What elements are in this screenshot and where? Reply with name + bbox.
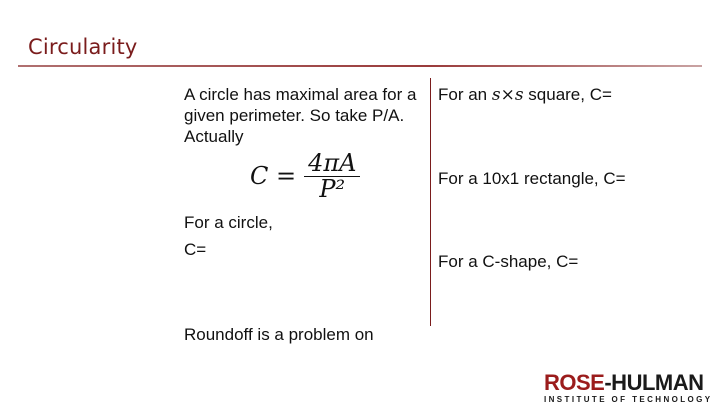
cshape-item: For a C-shape, C=	[438, 252, 579, 271]
formula-lhs: C =	[250, 162, 297, 190]
square-prefix: For an	[438, 85, 492, 104]
square-suffix: square, C=	[523, 85, 612, 104]
circle-line: For a circle,	[184, 213, 273, 232]
roundoff-text: Roundoff is a problem on	[184, 325, 374, 344]
square-item	[438, 84, 612, 106]
left-column	[184, 84, 424, 366]
square-math: s×s	[491, 85, 524, 105]
slide-title: Circularity	[28, 35, 138, 59]
logo-part1: ROSE	[544, 370, 605, 395]
circle-value-line: C=	[184, 240, 207, 259]
formula-denominator: P²	[319, 175, 346, 203]
rose-hulman-logo	[544, 372, 720, 404]
rectangle-item: For a 10x1 rectangle, C=	[438, 169, 626, 188]
intro-text: A circle has maximal area for a given perimeter. So take P/A. Actually	[184, 85, 417, 146]
logo-wordmark	[544, 372, 720, 394]
logo-part2: -HULMAN	[604, 370, 704, 395]
title-underline	[18, 65, 702, 67]
column-divider	[430, 78, 431, 326]
formula-fraction	[304, 149, 360, 203]
circularity-formula	[250, 149, 424, 203]
formula-numerator: 4πA	[304, 153, 360, 177]
logo-subtitle: INSTITUTE OF TECHNOLOGY	[544, 395, 713, 404]
